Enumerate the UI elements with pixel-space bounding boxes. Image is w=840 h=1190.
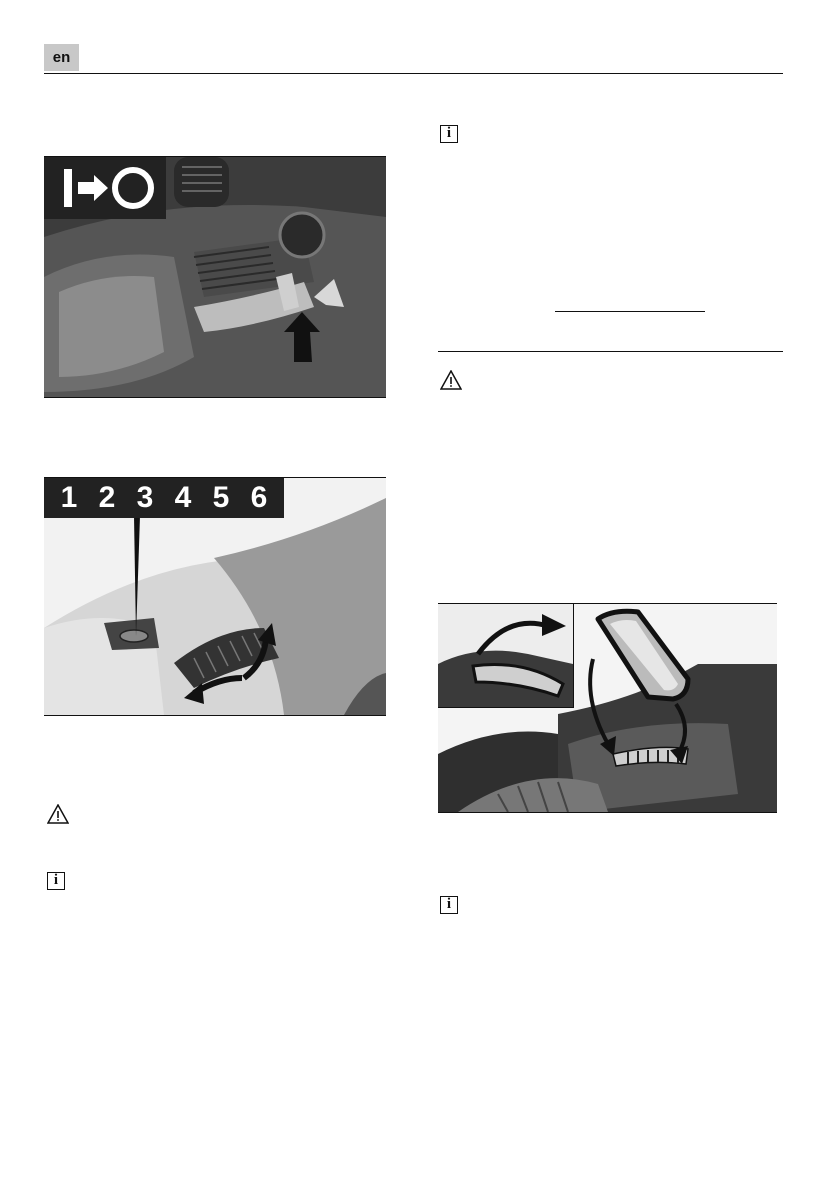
switch-overlay: [44, 157, 166, 219]
underline-rule: [555, 311, 705, 312]
section-divider: [438, 351, 783, 352]
filter-inset-illustration: [438, 604, 573, 707]
speed-number-6: 6: [250, 481, 268, 514]
figure-filter-cover: [438, 603, 777, 813]
speed-number-4: 4: [174, 481, 192, 514]
language-tab: en: [44, 44, 79, 71]
warning-icon: [47, 804, 69, 824]
on-to-off-symbol: [50, 163, 160, 213]
info-icon: i: [440, 125, 458, 143]
info-icon: i: [440, 896, 458, 914]
figure-speed-dial: [44, 477, 386, 716]
speed-number-5: 5: [212, 481, 230, 514]
speed-numbers-overlay: [44, 478, 284, 518]
filter-inset: [438, 604, 574, 708]
speed-number-3: 3: [136, 481, 154, 514]
warning-icon: [440, 370, 462, 390]
figure-switch-off: [44, 156, 386, 398]
speed-number-1: 1: [60, 481, 78, 514]
header-rule: [44, 73, 783, 74]
info-icon: i: [47, 872, 65, 890]
speed-number-2: 2: [98, 481, 116, 514]
